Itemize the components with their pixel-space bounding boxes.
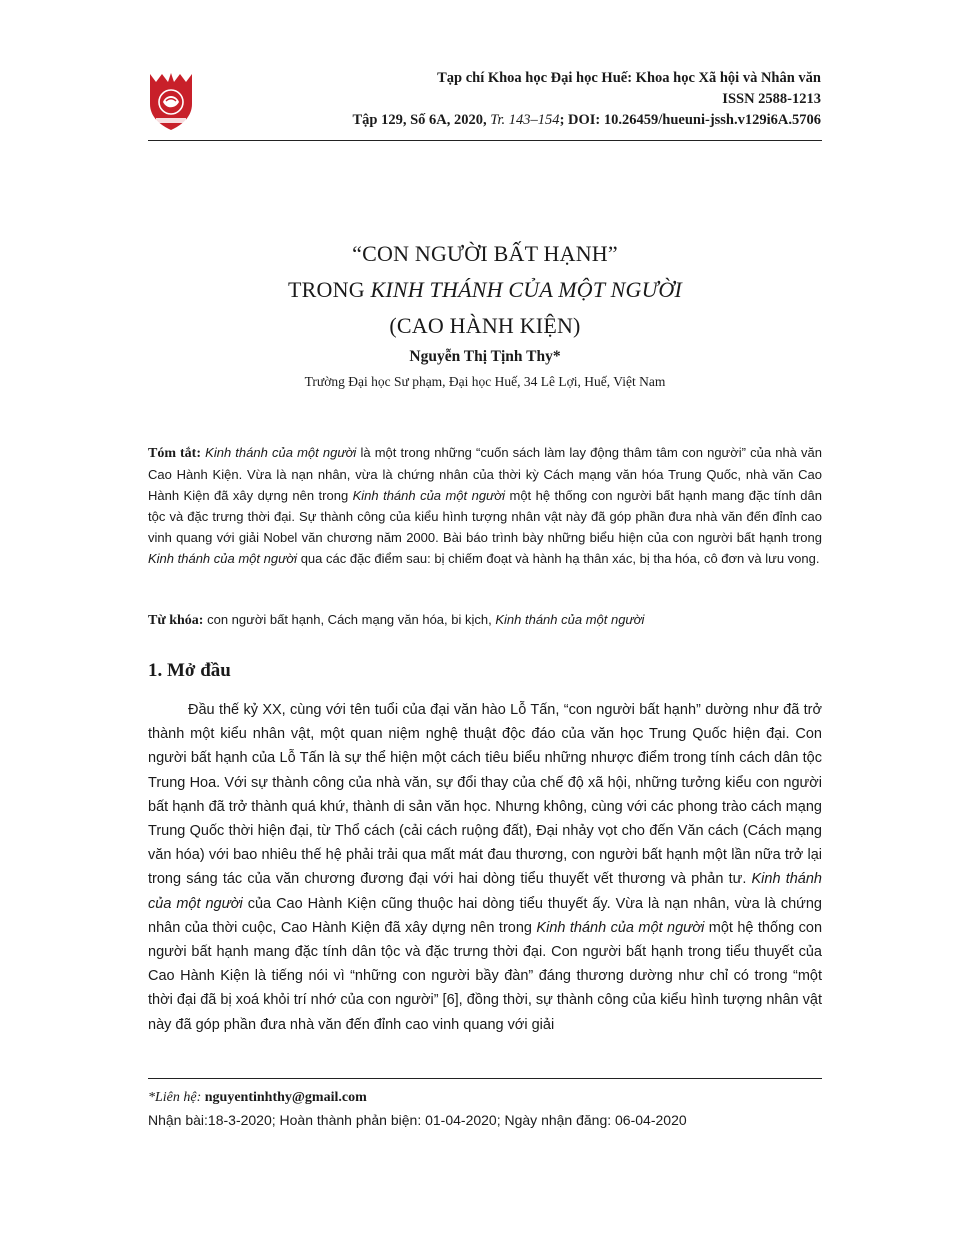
issn: ISSN 2588-1213 xyxy=(722,91,821,107)
abstract-label: Tóm tắt: xyxy=(148,446,202,461)
keywords-label: Từ khóa: xyxy=(148,613,204,628)
contact-label: *Liên hệ: xyxy=(148,1090,202,1105)
title-line-2 xyxy=(148,272,822,308)
abstract xyxy=(148,442,822,569)
footnote-divider xyxy=(148,1078,822,1079)
page-range: Tr. 143–154 xyxy=(490,112,560,128)
keywords xyxy=(148,609,822,631)
body-book-2: Kinh thánh của một người xyxy=(536,919,705,936)
author-affiliation: Trường Đại học Sư phạm, Đại học Huế, 34 Lê Lợi, Huế, Việt Nam xyxy=(304,374,666,389)
abstract-book-1: Kinh thánh của một người xyxy=(205,445,357,460)
contact-email[interactable]: nguyentinhthy@gmail.com xyxy=(201,1090,367,1105)
article-title xyxy=(148,236,822,344)
submission-dates: Nhận bài:18-3-2020; Hoàn thành phản biện: 01-04-2020; Ngày nhận đăng: 06-04-2020 xyxy=(148,1112,687,1128)
body-text-2: của Cao Hành Kiện cũng thuộc hai dòng tiểu thuyết ấy. Vừa là nạn nhân, vừa là chứng nhân của thời cuộc, Cao Hành Kiện đã xây dựng nên trong xyxy=(148,895,822,936)
volume-prefix: Tập 129, Số 6A, 2020, xyxy=(352,112,491,128)
university-logo-icon xyxy=(148,70,194,132)
abstract-book-3: Kinh thánh của một người xyxy=(148,551,298,566)
title-line-1: “CON NGƯỜI BẤT HẠNH” xyxy=(352,241,618,266)
abstract-book-2: Kinh thánh của một người xyxy=(352,488,506,503)
doi: ; DOI: 10.26459/hueuni-jssh.v129i6A.5706 xyxy=(559,112,821,128)
journal-header xyxy=(352,68,821,131)
author-name: Nguyễn Thị Tịnh Thy* xyxy=(409,348,561,365)
volume-info xyxy=(352,110,821,131)
body-paragraph xyxy=(148,698,822,1037)
body-text-1: Đầu thế kỷ XX, cùng với tên tuổi của đại văn hào Lỗ Tấn, “con người bất hạnh” dường như đã trở thành một kiểu nhân vật, một quan niệm nghệ thuật độc đáo của văn học Trung Quốc hiện đại. Con người bất hạnh của Lỗ Tấn là sự thể hiện một cách tiêu biểu những nhược điểm trong tính cách dân tộc Trung Hoa. Với sự thành công của nhà văn, sự đổi thay của chế độ xã hội, những tưởng kiểu con người bất hạnh đã trở thành quá khứ, thành di sản văn học. Nhưng không, cùng với các phong trào cách mạng Trung Quốc thời hiện đại, từ Thổ cách (cải cách ruộng đất), Đại nhảy vọt cho đến Văn cách (Cách mạng văn hóa) với bao nhiêu thế hệ phải trải qua mất mát đau thương, con người bất hạnh một lần nữa trở lại trong sáng tác của văn chương đương đại với hai dòng tiểu thuyết vết thương và phản tư. xyxy=(148,702,822,888)
title-line-2-prefix: TRONG xyxy=(288,277,371,302)
header-divider xyxy=(148,140,822,141)
abstract-text-1: là một trong những “cuốn sách làm lay động thâm tâm con người” của nhà văn Cao Hành Kiện. Vừa là nạn nhân, vừa là chứng nhân của thời kỳ Cách mạng văn hóa Trung Quốc, nhà văn Cao Hành Kiện đã xây dựng nên trong xyxy=(148,445,823,503)
section-heading: 1. Mở đầu xyxy=(148,660,231,681)
body-text-3: một hệ thống con người bất hạnh mang đặc tính dân tộc và đặc trưng thời đại. Con người bất hạnh trong tiểu thuyết của Cao Hành Kiện là tiếng nói vì “những con người bầy đàn” đáng thương dường như chỉ có trong “một thời đại đã bị xoá khỏi trí nhớ của con người” [6], đồng thời, sự thành công của kiểu hình tượng nhân vật này đã góp phần đưa nhà văn đến đỉnh cao vinh quang với giải xyxy=(148,919,823,1033)
keywords-book: Kinh thánh của một người xyxy=(495,612,645,627)
title-book-name: KINH THÁNH CỦA MỘT NGƯỜI xyxy=(370,277,682,302)
abstract-text-2: một hệ thống con người bất hạnh mang đặc tính dân tộc và đặc trưng thời đại. Sự thành công của kiểu hình tượng nhân vật này đã góp phần đưa nhà văn đến đỉnh cao vinh quang với giải Nobel văn chương năm 2000. Bài báo trình bày những biểu hiện của con người bất hạnh trong xyxy=(148,488,822,545)
keywords-text: con người bất hạnh, Cách mạng văn hóa, bi kịch, xyxy=(203,612,496,627)
journal-name: Tạp chí Khoa học Đại học Huế: Khoa học Xã hội và Nhân văn xyxy=(437,70,821,86)
abstract-text-3: qua các đặc điểm sau: bị chiếm đoạt và hành hạ thân xác, bị tha hóa, cô đơn và lưu vong. xyxy=(297,551,820,566)
contact-line xyxy=(148,1090,367,1106)
title-line-3: (CAO HÀNH KIỆN) xyxy=(389,313,581,338)
body-book-1: Kinh thánh của một người xyxy=(148,871,822,912)
